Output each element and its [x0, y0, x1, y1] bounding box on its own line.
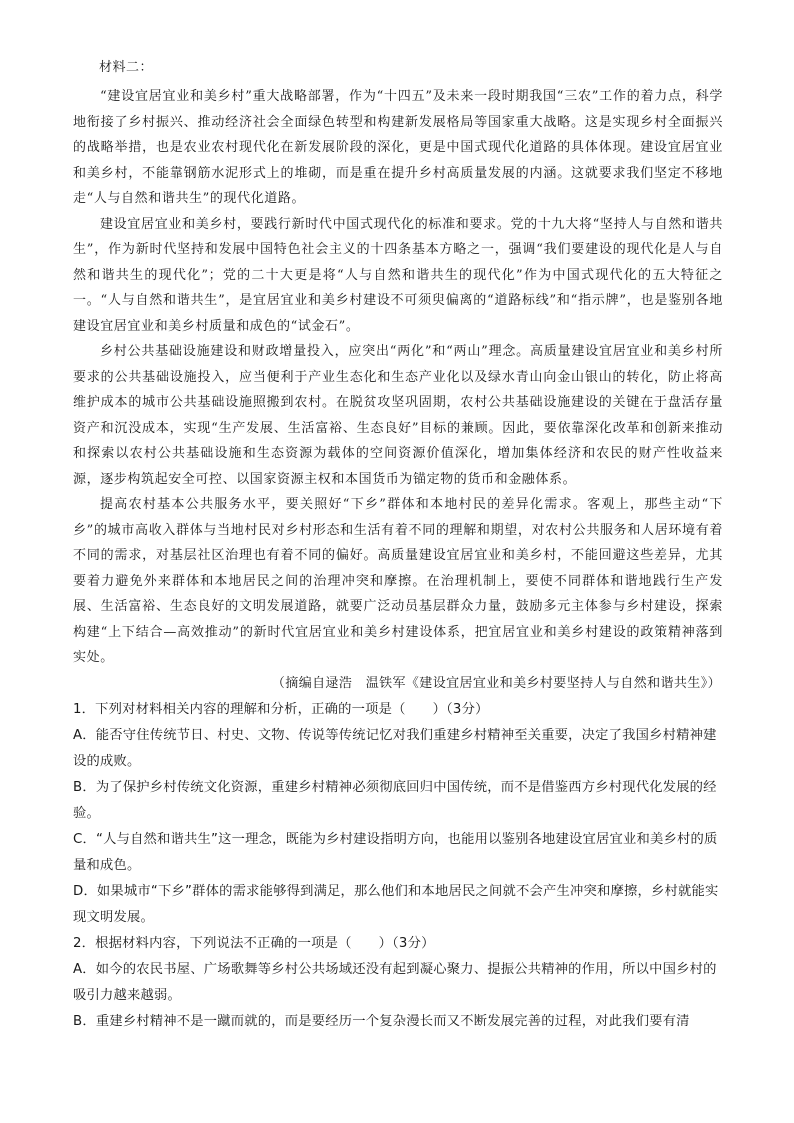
question-2-stem: 2．根据材料内容，下列说法不正确的一项是（ ）（3分） — [73, 935, 435, 951]
material-source: （摘编自逯浩 温铁军《建设宜居宜业和美乡村要坚持人与自然和谐共生》） — [271, 675, 721, 691]
document-content — [73, 56, 723, 1035]
question-2-option-a: A．如今的农民书屋、广场歌舞等乡村公共场域还没有起到凝心聚力、提振公共精神的作用，所以中国乡村的吸引力越来越弱。 — [73, 961, 717, 1003]
material-paragraph-4: 提高农村基本公共服务水平，要关照好“下乡”群体和本地村民的差异化需求。客观上，那些主动“下乡”的城市高收入群体与当地村民对乡村形态和生活有着不同的理解和期望，对农村公共服务和人居环境有着不同的需求，对基层社区治理也有着不同的偏好。高质量建设宜居宜业和美乡村，不能回避这些差异，尤其要着力避免外来群体和本地居民之间的治理冲突和摩擦。在治理机制上，要使不同群体和谐地践行生产发展、生活富裕、生态良好的文明发展道路，就要广泛动员基层群众力量，鼓励多元主体参与乡村建设，探索构建“上下结合—高效推动”的新时代宜居宜业和美乡村建设体系，把宜居宜业和美乡村建设的政策精神落到实处。 — [73, 497, 723, 665]
question-1-option-c: C．“人与自然和谐共生”这一理念，既能为乡村建设指明方向，也能用以鉴别各地建设宜居宜业和美乡村的质量和成色。 — [73, 831, 718, 873]
question-1-option-b: B．为了保护乡村传统文化资源，重建乡村精神必须彻底回归中国传统，而不是借鉴西方乡村现代化发展的经验。 — [73, 779, 717, 821]
material-paragraph-1: “建设宜居宜业和美乡村”重大战略部署，作为“十四五”及未来一段时期我国“三农”工作的着力点，科学地衔接了乡村振兴、推动经济社会全面绿色转型和构建新发展格局等国家重大战略。这是实现乡村全面振兴的战略举措，也是农业农村现代化在新发展阶段的深化，更是中国式现代化道路的具体体现。建设宜居宜业和美乡村，不能靠钢筋水泥形式上的堆砌，而是重在提升乡村高质量发展的内涵。这就要求我们坚定不移地走“人与自然和谐共生”的现代化道路。 — [73, 89, 723, 206]
question-1-option-a: A．能否守住传统节日、村史、文物、传说等传统记忆对我们重建乡村精神至关重要，决定了我国乡村精神建设的成败。 — [73, 727, 717, 769]
material-paragraph-2: 建设宜居宜业和美乡村，要践行新时代中国式现代化的标准和要求。党的十九大将“坚持人与自然和谐共生”，作为新时代坚持和发展中国特色社会主义的十四条基本方略之一，强调“我们要建设的现代化是人与自然和谐共生的现代化”；党的二十大更是将“人与自然和谐共生的现代化”作为中国式现代化的五大特征之一。“人与自然和谐共生”，是宜居宜业和美乡村建设不可须臾偏离的“道路标线”和“指示牌”，也是鉴别各地建设宜居宜业和美乡村质量和成色的“试金石”。 — [73, 216, 723, 334]
question-1-option-d: D．如果城市“下乡”群体的需求能够得到满足，那么他们和本地居民之间就不会产生冲突和摩擦，乡村就能实现文明发展。 — [73, 883, 719, 925]
question-2-option-b: B．重建乡村精神不是一蹴而就的，而是要经历一个复杂漫长而又不断发展完善的过程，对此我们要有清 — [73, 1013, 690, 1029]
material-paragraph-3: 乡村公共基础设施建设和财政增量投入，应突出“两化”和“两山”理念。高质量建设宜居宜业和美乡村所要求的公共基础设施投入，应当便利于产业生态化和生态产业化以及绿水青山向金山银山的转化，防止将高维护成本的城市公共基础设施照搬到农村。在脱贫攻坚巩固期，农村公共基础设施建设的关键在于盘活存量资产和沉没成本，实现“生产发展、生活富裕、生态良好”目标的兼顾。因此，要依靠深化改革和创新来推动和探索以农村公共基础设施和生态资源为载体的空间资源价值深化，增加集体经济和农民的财产性收益来源，逐步构筑起安全可控、以国家资源主权和本国货币为锚定物的货币和金融体系。 — [73, 344, 723, 487]
material-label: 材料二： — [99, 60, 154, 75]
question-1-stem: 1．下列对材料相关内容的理解和分析，正确的一项是（ ）（3分） — [73, 701, 489, 717]
